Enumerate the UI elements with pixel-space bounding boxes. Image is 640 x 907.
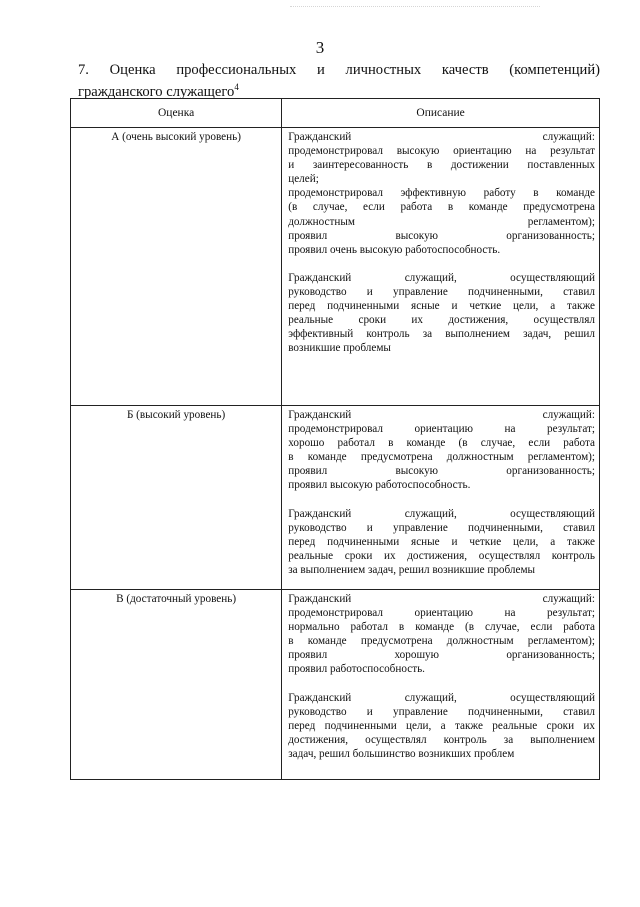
scan-top-marks — [290, 0, 540, 7]
table-header-row — [71, 99, 600, 128]
grade-cell: В (достаточный уровень) — [71, 590, 282, 780]
competency-table — [70, 98, 600, 780]
paragraph-gap — [288, 493, 595, 507]
description-line: Гражданский служащий, осуществляющий — [288, 507, 595, 520]
description-line: перед подчиненными ясные и четкие цели, а также — [288, 535, 595, 548]
description-line: проявил хорошую организованность; — [288, 649, 595, 662]
grade-cell: А (очень высокий уровень) — [71, 128, 282, 406]
description-line: Гражданский служащий: — [288, 409, 595, 421]
description-line: возникшие проблемы — [288, 342, 391, 355]
description-line: должностным регламентом); — [288, 215, 595, 228]
table-row — [71, 128, 600, 406]
table-row — [71, 406, 600, 590]
description-line: Гражданский служащий: — [288, 131, 595, 143]
table-body — [71, 128, 600, 780]
description-cell — [282, 590, 600, 780]
description-line: проявил высокую организованность; — [288, 229, 595, 242]
description-line: проявил работоспособность. — [288, 663, 425, 676]
paragraph-gap — [288, 677, 595, 691]
header-description: Описание — [282, 99, 600, 128]
page-number: 3 — [315, 38, 325, 57]
description-line: продемонстрировал ориентацию на результат; — [288, 607, 595, 620]
description-line: проявил высокую работоспособность. — [288, 479, 471, 492]
section-heading: 7. Оценка профессиональных и личностных качеств (компетенций) — [78, 62, 600, 78]
description-line: перед подчиненными цели, а также реальные сроки их — [288, 719, 595, 732]
description-line: продемонстрировал высокую ориентацию на результат — [288, 145, 595, 158]
description-line: продемонстрировал ориентацию на результат; — [288, 423, 595, 436]
description-cell — [282, 128, 600, 406]
description-line: целей; — [288, 173, 319, 186]
description-line: за выполнением задач, решил возникшие проблемы — [288, 563, 536, 576]
description-line: Гражданский служащий, осуществляющий — [288, 271, 595, 284]
description-line: перед подчиненными ясные и четкие цели, а также — [288, 300, 595, 313]
description-line: руководство и управление подчиненными, ставил — [288, 521, 595, 534]
description-line: в команде предусмотрена должностным регламентом); — [288, 451, 595, 464]
description-line: эффективный контроль за выполнением задач, решил — [288, 328, 595, 341]
description-line: нормально работал в команде (в случае, если работа — [288, 621, 595, 634]
table-row — [71, 590, 600, 780]
description-line: и заинтересованность в достижении поставленных — [288, 159, 595, 172]
description-cell — [282, 406, 600, 590]
description-line: хорошо работал в команде (в случае, если работа — [288, 437, 595, 450]
header-grade: Оценка — [71, 99, 282, 128]
description-line: Гражданский служащий: — [288, 593, 595, 605]
grade-cell: Б (высокий уровень) — [71, 406, 282, 590]
description-line: руководство и управление подчиненными, ставил — [288, 705, 595, 718]
description-line: задач, решил большинство возникших проблем — [288, 747, 515, 760]
description-line: руководство и управление подчиненными, ставил — [288, 285, 595, 298]
description-line: продемонстрировал эффективную работу в команде — [288, 187, 595, 200]
description-line: реальные сроки их достижения, осуществлял — [288, 314, 595, 327]
description-line: реальные сроки их достижения, осуществлял контроль — [288, 549, 595, 562]
paragraph-gap — [288, 257, 595, 271]
description-line: Гражданский служащий, осуществляющий — [288, 691, 595, 704]
description-line: (в случае, если работа в команде предусмотрена — [288, 201, 595, 214]
footnote-marker: 4 — [234, 82, 239, 92]
description-line: достижения, осуществлял контроль за выполнением — [288, 733, 595, 746]
description-line: в команде предусмотрена должностным регламентом); — [288, 635, 595, 648]
description-line: проявил очень высокую работоспособность. — [288, 243, 501, 256]
description-line: проявил высокую организованность; — [288, 465, 595, 478]
section-heading-text: гражданского служащего — [78, 84, 235, 100]
